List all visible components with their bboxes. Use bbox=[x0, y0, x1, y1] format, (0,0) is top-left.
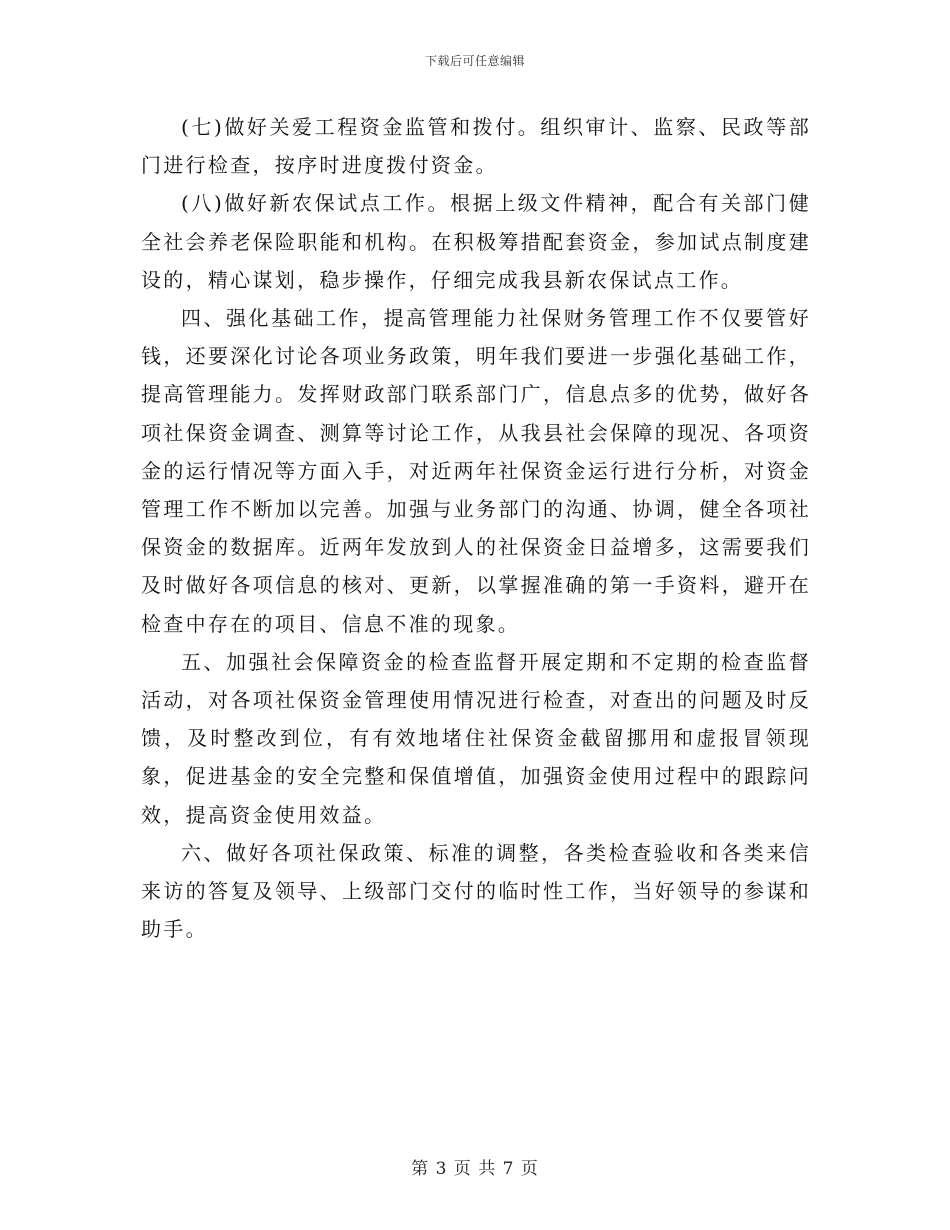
document-body bbox=[141, 108, 811, 948]
paragraph-4-strengthen-basic-work: 四、强化基础工作，提高管理能力社保财务管理工作不仅要管好钱，还要深化讨论各项业务政策，明年我们要进一步强化基础工作，提高管理能力。发挥财政部门联系部门广，信息点多的优势，做好各项社保资金调查、测算等讨论工作，从我县社会保障的现况、各项资金的运行情况等方面入手，对近两年社保资金运行进行分析，对资金管理工作不断加以完善。加强与业务部门的沟通、协调，健全各项社保资金的数据库。近两年发放到人的社保资金日益增多，这需要我们及时做好各项信息的核对、更新，以掌握准确的第一手资料，避开在检查中存在的项目、信息不准的现象。 bbox=[141, 306, 811, 636]
paragraph-6-policy-adjustment: 六、做好各项社保政策、标准的调整，各类检查验收和各类来信来访的答复及领导、上级部门交付的临时性工作，当好领导的参谋和助手。 bbox=[141, 840, 811, 942]
page-header: 下载后可任意编辑 bbox=[424, 54, 525, 68]
paragraph-8-new-rural-pension-pilot: (八)做好新农保试点工作。根据上级文件精神，配合有关部门健全社会养老保险职能和机构。在积极筹措配套资金，参加试点制度建设的，精心谋划，稳步操作，仔细完成我县新农保试点工作。 bbox=[141, 191, 811, 292]
paragraph-7-care-project-funds: (七)做好关爱工程资金监管和拨付。组织审计、监察、民政等部门进行检查，按序时进度拨付资金。 bbox=[141, 115, 811, 178]
paragraph-5-supervision-inspection: 五、加强社会保障资金的检查监督开展定期和不定期的检查监督活动，对各项社保资金管理使用情况进行检查，对查出的问题及时反馈，及时整改到位，有有效地堵住社保资金截留挪用和虚报冒领现象，促进基金的安全完整和保值增值，加强资金使用过程中的跟踪问效，提高资金使用效益。 bbox=[141, 649, 811, 827]
page-number-footer: 第 3 页 共 7 页 bbox=[411, 1159, 539, 1179]
